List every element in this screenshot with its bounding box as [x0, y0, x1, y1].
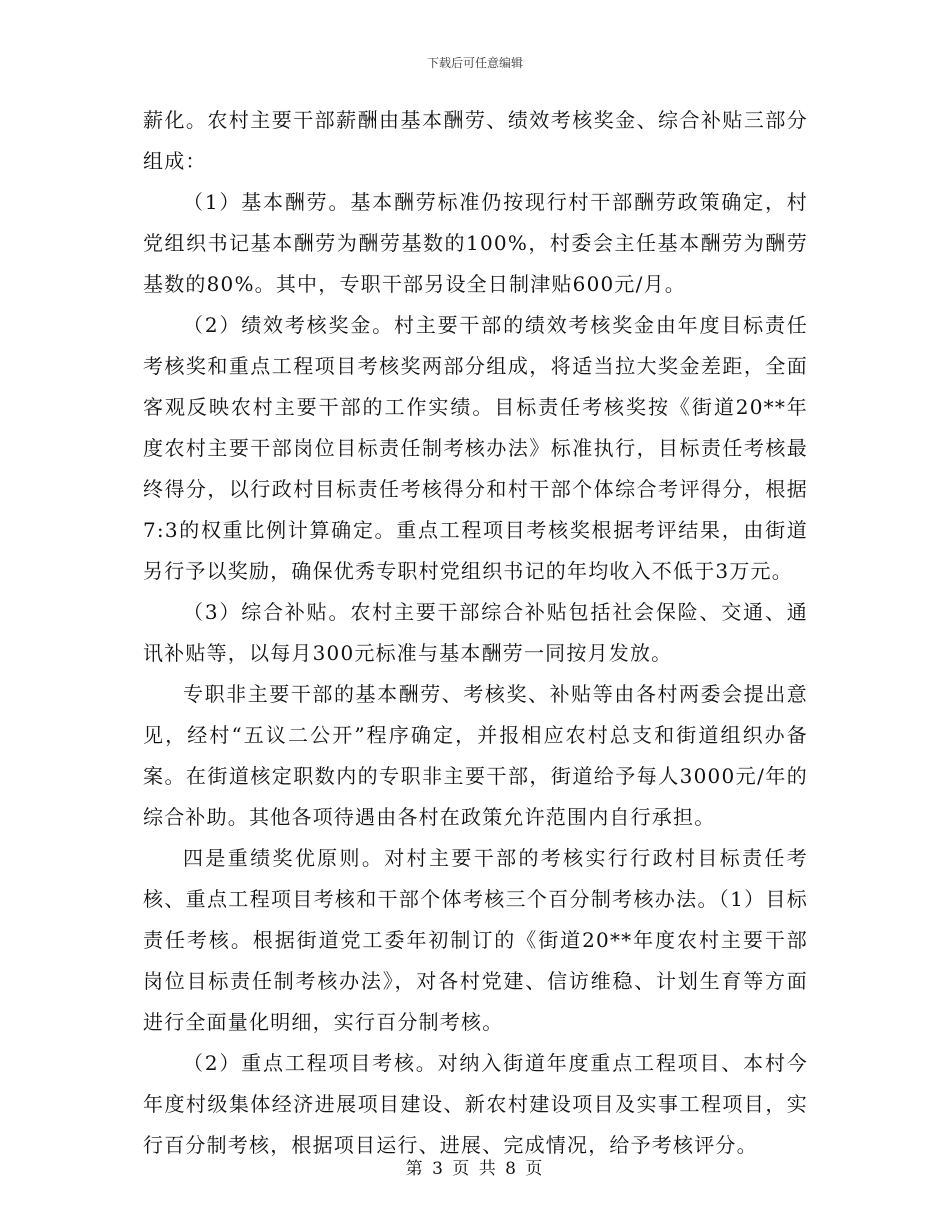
page-number-footer: 第 3 页 共 8 页: [405, 1159, 545, 1179]
paragraph-1: 薪化。农村主要干部薪酬由基本酬劳、绩效考核奖金、综合补贴三部分组成：: [143, 108, 808, 173]
page-header: 下载后可任意编辑: [426, 56, 523, 70]
paragraph-7: （2）重点工程项目考核。对纳入街道年度重点工程项目、本村今年度村级集体经济进展项目建设、新农村建设项目及实事工程项目，实行百分制考核，根据项目运行、进展、完成情况，给予考核评分。: [143, 1051, 808, 1157]
paragraph-5: 专职非主要干部的基本酬劳、考核奖、补贴等由各村两委会提出意见，经村“五议二公开”程序确定，并报相应农村总支和街道组织办备案。在街道核定职数内的专职非主要干部，街道给予每人3000元/年的综合补助。其他各项待遇由各村在政策允许范围内自行承担。: [143, 682, 808, 829]
paragraph-4: （3）综合补贴。农村主要干部综合补贴包括社会保险、交通、通讯补贴等，以每月300元标准与基本酬劳一同按月发放。: [143, 600, 808, 665]
paragraph-3: （2）绩效考核奖金。村主要干部的绩效考核奖金由年度目标责任考核奖和重点工程项目考核奖两部分组成，将适当拉大奖金差距，全面客观反映农村主要干部的工作实绩。目标责任考核奖按《街道20**年度农村主要干部岗位目标责任制考核办法》标准执行，目标责任考核最终得分，以行政村目标责任考核得分和村干部个体综合考评得分，根据7:3的权重比例计算确定。重点工程项目考核奖根据考评结果，由街道另行予以奖励，确保优秀专职村党组织书记的年均收入不低于3万元。: [143, 313, 808, 583]
paragraph-6: 四是重绩奖优原则。对村主要干部的考核实行行政村目标责任考核、重点工程项目考核和干部个体考核三个百分制考核办法。（1）目标责任考核。根据街道党工委年初制订的《街道20**年度农村主要干部岗位目标责任制考核办法》，对各村党建、信访维稳、计划生育等方面进行全面量化明细，实行百分制考核。: [143, 846, 808, 1034]
document-body: [143, 100, 808, 1166]
paragraph-2: （1）基本酬劳。基本酬劳标准仍按现行村干部酬劳政策确定，村党组织书记基本酬劳为酬劳基数的100%，村委会主任基本酬劳为酬劳基数的80%。其中，专职干部另设全日制津贴600元/月。: [143, 190, 808, 296]
